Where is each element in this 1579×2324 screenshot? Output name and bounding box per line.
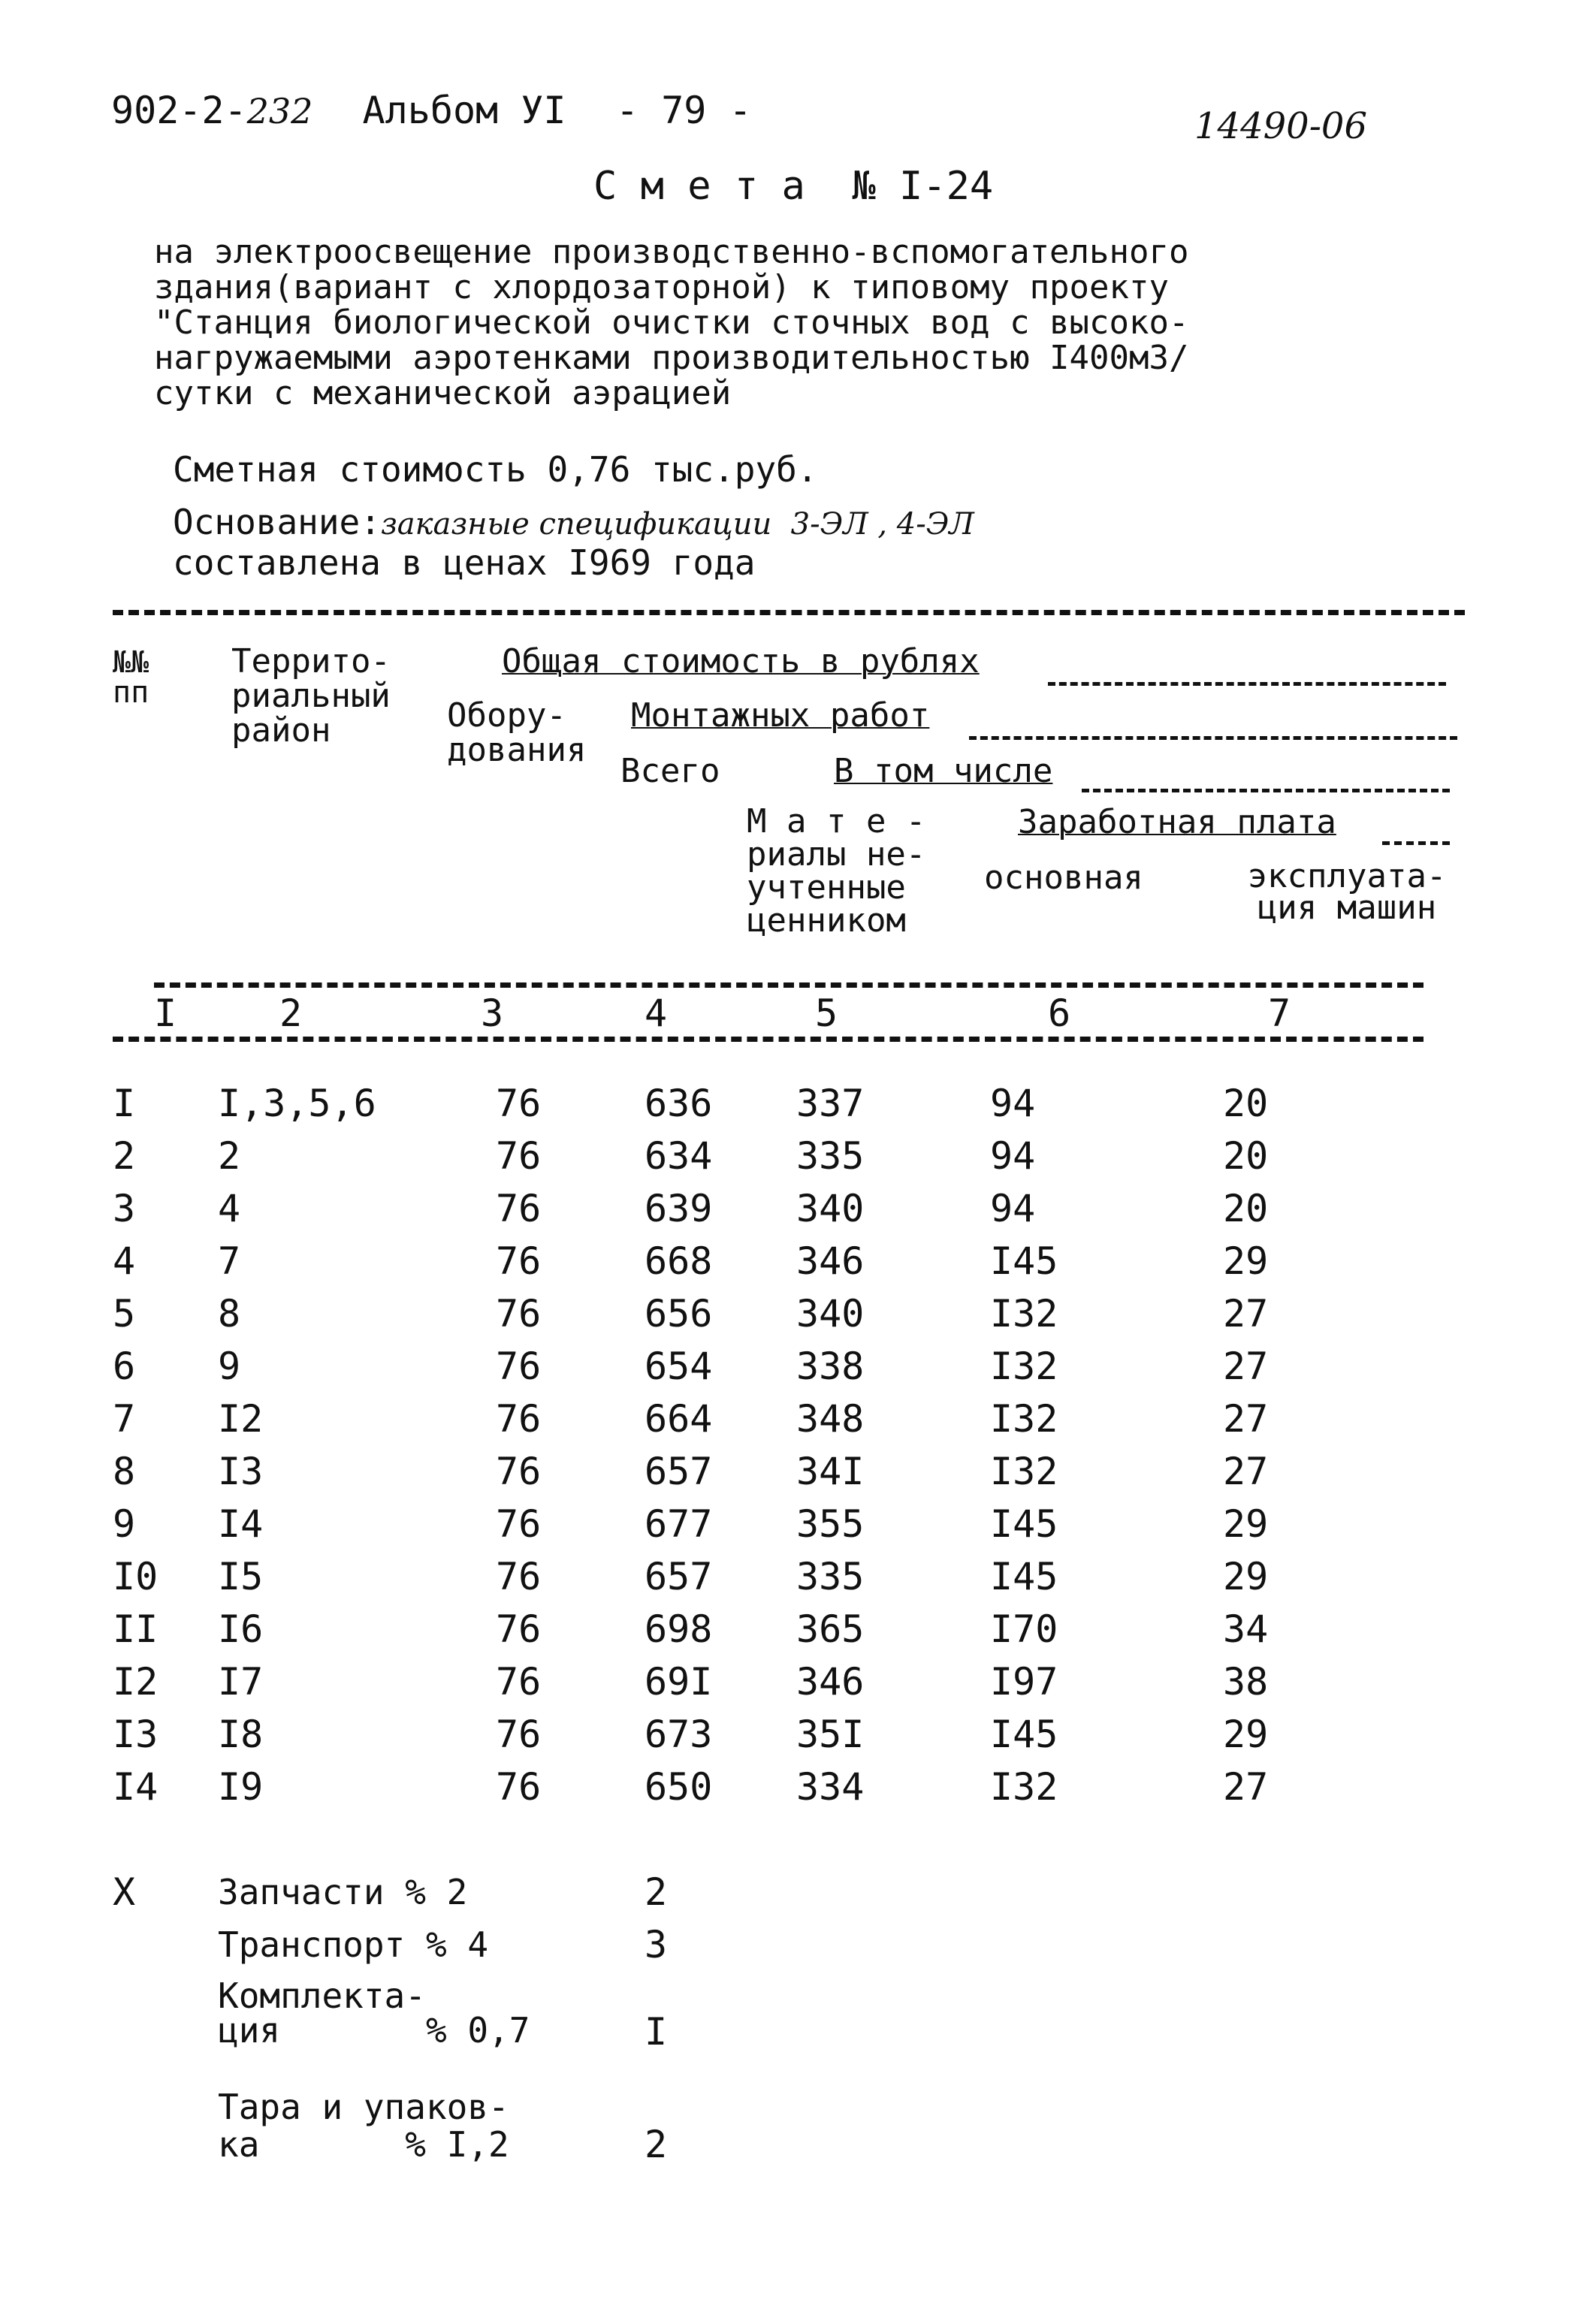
estimated-cost: Сметная стоимость 0,76 тыс.руб. (173, 449, 818, 490)
cell-total: 657 (645, 1555, 713, 1598)
description-line: здания(вариант с хлордозаторной) к типовому проекту (154, 268, 1170, 306)
registration-number: 14490-06 (1194, 105, 1367, 147)
cell-wages-main: I32 (990, 1345, 1058, 1388)
extras-item-label: Тара и упаков- (218, 2087, 509, 2127)
cell-materials: 365 (796, 1607, 865, 1651)
description-line: нагружаемыми аэротенками производительностью I400м3/ (154, 339, 1189, 377)
cell-region: I9 (218, 1765, 264, 1809)
cell-wages-machines: 27 (1223, 1765, 1269, 1809)
cell-total: 698 (645, 1607, 713, 1651)
cell-region: I7 (218, 1660, 264, 1704)
cell-region: I5 (218, 1555, 264, 1598)
album-code-handwritten: 232 (246, 91, 313, 131)
header-rule (1048, 682, 1446, 686)
cell-materials: 34I (796, 1450, 865, 1493)
header-equipment: Обору- дования (447, 696, 587, 769)
extras-item-value: 2 (645, 1870, 668, 1914)
extras-item-label: ция % 0,7 (218, 2010, 530, 2051)
album-name: Альбом УI (362, 89, 566, 132)
cell-equipment: 76 (496, 1607, 542, 1651)
cell-materials: 334 (796, 1765, 865, 1809)
cell-materials: 340 (796, 1187, 865, 1230)
header-rule (1382, 841, 1450, 845)
cell-total: 656 (645, 1292, 713, 1336)
cell-num: 4 (113, 1239, 136, 1283)
cell-wages-machines: 29 (1223, 1713, 1269, 1756)
colnum: 5 (815, 991, 838, 1035)
cell-num: 8 (113, 1450, 136, 1493)
header-rule (969, 736, 1457, 740)
cell-wages-main: 94 (990, 1134, 1036, 1178)
extras-item-value: I (645, 2010, 668, 2054)
cell-num: I (113, 1082, 136, 1125)
colnum: 2 (279, 991, 303, 1035)
colnum-top-rule (154, 982, 1424, 988)
header-num: №№ пп (113, 645, 149, 710)
cell-wages-main: I32 (990, 1292, 1058, 1336)
colnum: I (154, 991, 177, 1035)
description-line: "Станция биологической очистки сточных вод с высоко- (154, 303, 1189, 342)
cell-region: 8 (218, 1292, 241, 1336)
cell-num: II (113, 1607, 159, 1651)
cell-region: I6 (218, 1607, 264, 1651)
cell-equipment: 76 (496, 1082, 542, 1125)
cell-equipment: 76 (496, 1555, 542, 1598)
cell-wages-main: I45 (990, 1239, 1058, 1283)
cell-wages-main: 94 (990, 1187, 1036, 1230)
cell-materials: 335 (796, 1134, 865, 1178)
cell-equipment: 76 (496, 1450, 542, 1493)
cell-total: 634 (645, 1134, 713, 1178)
header-installation: Монтажных работ (631, 696, 930, 735)
cell-wages-main: I45 (990, 1555, 1058, 1598)
cell-wages-machines: 38 (1223, 1660, 1269, 1704)
header-wages: Заработная плата (1018, 803, 1336, 841)
cell-num: I3 (113, 1713, 159, 1756)
cell-total: 664 (645, 1397, 713, 1441)
cell-wages-main: 94 (990, 1082, 1036, 1125)
cell-region: 9 (218, 1345, 241, 1388)
cell-wages-machines: 27 (1223, 1345, 1269, 1388)
extras-marker: X (113, 1870, 136, 1914)
header-materials: М а т е - риалы не- учтенные ценником (747, 802, 926, 940)
cell-wages-machines: 20 (1223, 1187, 1269, 1230)
cell-wages-machines: 29 (1223, 1239, 1269, 1283)
cell-wages-main: I70 (990, 1607, 1058, 1651)
header-wages-machines: эксплуата- ция машин (1247, 857, 1447, 927)
cell-region: 2 (218, 1134, 241, 1178)
cell-wages-main: I45 (990, 1502, 1058, 1546)
colnum-bottom-rule (113, 1037, 1424, 1042)
cell-num: 7 (113, 1397, 136, 1441)
cell-num: 3 (113, 1187, 136, 1230)
basis-label: Основание: (173, 502, 381, 542)
colnum: 7 (1268, 991, 1291, 1035)
cell-equipment: 76 (496, 1187, 542, 1230)
cell-region: 7 (218, 1239, 241, 1283)
extras-item-label: Комплекта- (218, 1975, 426, 2016)
extras-item-label: Запчасти % 2 (218, 1872, 468, 1912)
cell-total: 650 (645, 1765, 713, 1809)
colnum: 6 (1048, 991, 1071, 1035)
cell-total: 668 (645, 1239, 713, 1283)
cell-total: 673 (645, 1713, 713, 1756)
cell-materials: 348 (796, 1397, 865, 1441)
cell-equipment: 76 (496, 1292, 542, 1336)
cell-total: 677 (645, 1502, 713, 1546)
cell-equipment: 76 (496, 1765, 542, 1809)
description-line: на электроосвещение производственно-вспомогательного (154, 233, 1189, 271)
cell-region: I2 (218, 1397, 264, 1441)
cell-total: 639 (645, 1187, 713, 1230)
cell-num: I0 (113, 1555, 159, 1598)
cell-total: 657 (645, 1450, 713, 1493)
cell-wages-machines: 27 (1223, 1397, 1269, 1441)
cell-total: 636 (645, 1082, 713, 1125)
cell-wages-main: I32 (990, 1765, 1058, 1809)
cell-materials: 340 (796, 1292, 865, 1336)
cell-equipment: 76 (496, 1345, 542, 1388)
extras-item-label: Транспорт % 4 (218, 1924, 489, 1965)
cell-equipment: 76 (496, 1239, 542, 1283)
cell-wages-machines: 29 (1223, 1502, 1269, 1546)
cell-num: 9 (113, 1502, 136, 1546)
header-wages-main: основная (984, 859, 1143, 897)
cell-wages-machines: 20 (1223, 1134, 1269, 1178)
colnum: 4 (645, 991, 668, 1035)
cell-region: I,3,5,6 (218, 1082, 376, 1125)
document-title: С м е т а № I-24 (593, 164, 994, 209)
header-including: В том числе (834, 752, 1053, 790)
header-installation-total: Всего (620, 752, 720, 790)
cell-region: I3 (218, 1450, 264, 1493)
cell-materials: 355 (796, 1502, 865, 1546)
cell-region: 4 (218, 1187, 241, 1230)
basis (173, 502, 974, 542)
cell-materials: 335 (796, 1555, 865, 1598)
cell-materials: 338 (796, 1345, 865, 1388)
header-region: Террито- риальный район (231, 642, 391, 750)
header-rule (1082, 789, 1450, 792)
cell-wages-main: I32 (990, 1450, 1058, 1493)
header-total-cost: Общая стоимость в рублях (502, 642, 980, 681)
cell-equipment: 76 (496, 1397, 542, 1441)
cell-num: 6 (113, 1345, 136, 1388)
cell-wages-machines: 20 (1223, 1082, 1269, 1125)
cell-wages-main: I32 (990, 1397, 1058, 1441)
cell-equipment: 76 (496, 1713, 542, 1756)
cell-materials: 346 (796, 1239, 865, 1283)
cell-materials: 337 (796, 1082, 865, 1125)
cell-region: I8 (218, 1713, 264, 1756)
cell-equipment: 76 (496, 1502, 542, 1546)
table-top-rule (113, 610, 1465, 615)
cell-materials: 346 (796, 1660, 865, 1704)
extras-item-label: ка % I,2 (218, 2124, 509, 2165)
cell-wages-machines: 27 (1223, 1292, 1269, 1336)
cell-equipment: 76 (496, 1660, 542, 1704)
cell-wages-main: I45 (990, 1713, 1058, 1756)
album-code: 902-2- (111, 89, 247, 132)
cell-equipment: 76 (496, 1134, 542, 1178)
page-number: - 79 - (616, 89, 752, 132)
basis-handwritten: заказные спецификации 3-ЭЛ , 4-ЭЛ (380, 507, 974, 542)
description (154, 234, 1189, 411)
cell-num: I2 (113, 1660, 159, 1704)
cell-wages-machines: 27 (1223, 1450, 1269, 1493)
cell-region: I4 (218, 1502, 264, 1546)
cell-wages-machines: 34 (1223, 1607, 1269, 1651)
cell-num: 5 (113, 1292, 136, 1336)
colnum: 3 (481, 991, 504, 1035)
cell-materials: 35I (796, 1713, 865, 1756)
extras-item-value: 3 (645, 1923, 668, 1966)
cell-num: 2 (113, 1134, 136, 1178)
cell-wages-main: I97 (990, 1660, 1058, 1704)
description-line: сутки с механической аэрацией (154, 374, 732, 412)
page-header (111, 89, 566, 132)
cell-wages-machines: 29 (1223, 1555, 1269, 1598)
cell-total: 654 (645, 1345, 713, 1388)
cell-total: 69I (645, 1660, 713, 1704)
prices-note: составлена в ценах I969 года (173, 542, 756, 583)
extras-item-value: 2 (645, 2123, 668, 2166)
cell-num: I4 (113, 1765, 159, 1809)
